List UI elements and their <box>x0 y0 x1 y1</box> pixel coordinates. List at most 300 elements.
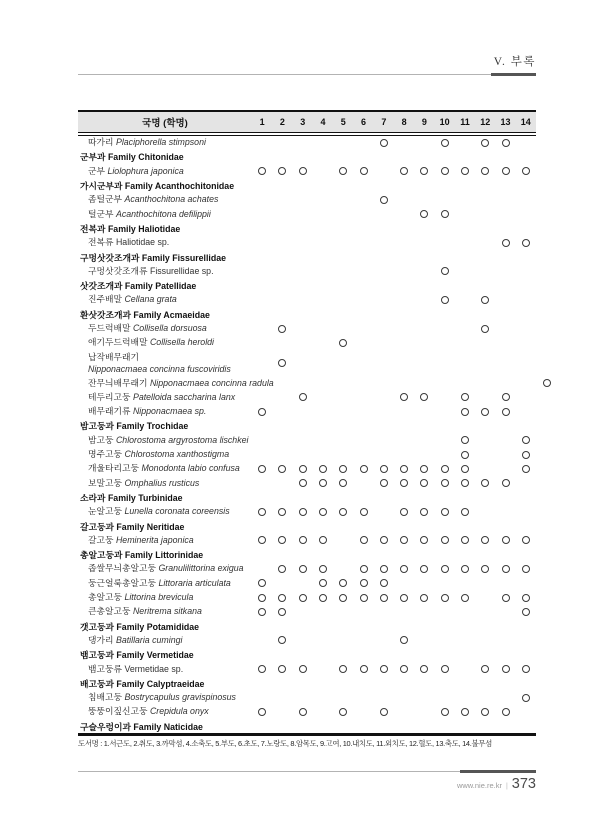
species-row <box>78 447 536 461</box>
presence-cell <box>475 447 495 461</box>
species-row <box>78 193 536 207</box>
presence-cell <box>516 705 536 719</box>
presence-mark <box>461 436 469 444</box>
presence-cell <box>252 405 272 419</box>
presence-cell <box>414 633 434 647</box>
presence-mark <box>400 479 408 487</box>
presence-cell <box>435 390 455 404</box>
presence-mark <box>380 196 388 204</box>
presence-cell <box>272 433 292 447</box>
presence-cell <box>294 376 314 390</box>
presence-cell <box>333 633 353 647</box>
presence-cell <box>455 293 475 307</box>
presence-cell <box>435 264 455 278</box>
presence-cell <box>394 662 414 676</box>
presence-cell <box>475 462 495 476</box>
presence-cell <box>516 662 536 676</box>
presence-mark <box>299 465 307 473</box>
presence-mark <box>420 565 428 573</box>
species-name <box>78 478 252 489</box>
presence-mark <box>258 508 266 516</box>
korean-name: 뱀고둥류 <box>88 663 122 674</box>
presence-mark <box>278 536 286 544</box>
presence-cells <box>252 505 536 519</box>
presence-cell <box>333 236 353 250</box>
presence-cell <box>435 576 455 590</box>
scientific-name: Chlorostoma xanthostigma <box>124 449 230 460</box>
presence-cell <box>475 633 495 647</box>
korean-name: 털군부 <box>88 208 114 219</box>
presence-cell <box>333 476 353 490</box>
presence-mark <box>461 479 469 487</box>
scientific-name: Batillaria cumingi <box>115 634 183 645</box>
presence-cell <box>252 576 272 590</box>
species-name <box>78 351 252 375</box>
presence-cell <box>516 136 536 150</box>
family-row <box>78 419 536 433</box>
species-row <box>78 476 536 490</box>
presence-cell <box>293 321 313 335</box>
presence-cells <box>252 605 536 619</box>
presence-cell <box>435 605 455 619</box>
korean-name: 좀털군부 <box>88 194 122 205</box>
presence-cell <box>313 476 333 490</box>
presence-cells <box>252 705 536 719</box>
presence-cells <box>252 576 536 590</box>
species-name <box>78 237 252 248</box>
presence-cell <box>394 433 414 447</box>
presence-cell <box>394 207 414 221</box>
presence-cell <box>272 447 292 461</box>
presence-cell <box>272 633 292 647</box>
presence-cell <box>252 562 272 576</box>
presence-mark <box>339 479 347 487</box>
presence-cell <box>495 264 515 278</box>
presence-cell <box>252 476 272 490</box>
presence-cell <box>495 433 515 447</box>
presence-cell <box>394 264 414 278</box>
presence-cell <box>516 350 536 376</box>
column-header: 7 <box>381 117 387 127</box>
presence-cell <box>252 390 272 404</box>
presence-mark <box>420 167 428 175</box>
presence-cell <box>353 662 373 676</box>
presence-cell <box>495 690 515 704</box>
presence-cell <box>252 447 272 461</box>
presence-cell <box>272 164 292 178</box>
presence-cell <box>313 562 333 576</box>
presence-cell <box>272 576 292 590</box>
presence-cell <box>495 562 515 576</box>
species-name <box>78 392 252 403</box>
presence-cell <box>436 376 456 390</box>
presence-cells <box>252 433 536 447</box>
presence-cell <box>414 390 434 404</box>
presence-mark <box>522 565 530 573</box>
presence-mark <box>441 536 449 544</box>
presence-cell <box>435 476 455 490</box>
species-row <box>78 207 536 221</box>
presence-mark <box>441 296 449 304</box>
presence-cell <box>435 136 455 150</box>
presence-cell <box>495 590 515 604</box>
presence-mark <box>522 436 530 444</box>
korean-name: 납작배무래기 <box>88 351 139 362</box>
presence-mark <box>522 465 530 473</box>
presence-cell <box>394 390 414 404</box>
presence-mark <box>420 536 428 544</box>
presence-mark <box>339 579 347 587</box>
presence-cell <box>516 164 536 178</box>
presence-mark <box>299 565 307 573</box>
scientific-name: Nipponacmaea concinna radula <box>149 377 274 388</box>
presence-mark <box>441 708 449 716</box>
page-footer <box>457 776 536 792</box>
presence-cell <box>374 662 394 676</box>
presence-mark <box>400 594 408 602</box>
presence-cell <box>394 705 414 719</box>
family-label: 삿갓조개과 Family Patellidae <box>80 281 197 292</box>
presence-mark <box>481 565 489 573</box>
presence-cell <box>333 193 353 207</box>
species-row <box>78 321 536 335</box>
presence-mark <box>481 479 489 487</box>
presence-cell <box>353 705 373 719</box>
presence-cell <box>414 690 434 704</box>
column-header: 13 <box>500 117 511 127</box>
family-row <box>78 719 536 733</box>
presence-cell <box>475 590 495 604</box>
presence-cell <box>435 705 455 719</box>
species-row <box>78 293 536 307</box>
presence-cell <box>435 405 455 419</box>
presence-cell <box>272 390 292 404</box>
presence-mark <box>258 465 266 473</box>
presence-cell <box>394 193 414 207</box>
presence-mark <box>278 636 286 644</box>
presence-cell <box>456 376 476 390</box>
presence-cell <box>252 533 272 547</box>
scientific-name: Patelloida saccharina lanx <box>132 391 236 402</box>
presence-cell <box>394 605 414 619</box>
presence-cell <box>435 690 455 704</box>
presence-cells <box>252 264 536 278</box>
presence-cell <box>455 264 475 278</box>
presence-cell <box>495 576 515 590</box>
presence-mark <box>481 408 489 416</box>
presence-cell <box>252 690 272 704</box>
species-row <box>78 533 536 547</box>
presence-mark <box>441 565 449 573</box>
presence-mark <box>461 408 469 416</box>
presence-mark <box>461 451 469 459</box>
presence-mark <box>522 665 530 673</box>
presence-cell <box>435 662 455 676</box>
presence-cell <box>394 576 414 590</box>
presence-cell <box>293 433 313 447</box>
presence-cell <box>272 264 292 278</box>
presence-mark <box>441 465 449 473</box>
species-row <box>78 633 536 647</box>
species-name <box>78 435 252 446</box>
presence-mark <box>258 536 266 544</box>
presence-mark <box>461 708 469 716</box>
presence-cells <box>274 376 558 390</box>
presence-mark <box>360 508 368 516</box>
presence-cell <box>495 605 515 619</box>
presence-cell <box>516 576 536 590</box>
presence-cells <box>252 690 536 704</box>
presence-cell <box>516 462 536 476</box>
presence-mark <box>319 536 327 544</box>
scientific-name: Vermetidae sp. <box>124 663 184 674</box>
presence-cell <box>435 462 455 476</box>
family-row <box>78 278 536 292</box>
presence-cell <box>414 193 434 207</box>
presence-cells <box>252 447 536 461</box>
presence-cell <box>414 336 434 350</box>
presence-cell <box>374 447 394 461</box>
family-row <box>78 519 536 533</box>
presence-cell <box>475 293 495 307</box>
presence-cell <box>353 462 373 476</box>
presence-cell <box>333 533 353 547</box>
presence-mark <box>278 594 286 602</box>
presence-cell <box>455 136 475 150</box>
presence-cell <box>355 376 375 390</box>
column-header: 3 <box>300 117 306 127</box>
presence-cell <box>272 590 292 604</box>
presence-cell <box>374 405 394 419</box>
presence-cell <box>272 476 292 490</box>
presence-cell <box>414 533 434 547</box>
presence-mark <box>502 708 510 716</box>
presence-cell <box>353 164 373 178</box>
korean-name: 총알고둥 <box>88 592 122 603</box>
species-row <box>78 236 536 250</box>
presence-cell <box>435 193 455 207</box>
species-name <box>78 209 252 220</box>
species-row <box>78 164 536 178</box>
column-header: 8 <box>401 117 407 127</box>
presence-cell <box>293 690 313 704</box>
presence-mark <box>481 325 489 333</box>
presence-cell <box>414 433 434 447</box>
presence-mark <box>400 565 408 573</box>
table-header <box>78 110 536 132</box>
species-row <box>78 605 536 619</box>
presence-cell <box>374 590 394 604</box>
family-row <box>78 307 536 321</box>
species-row <box>78 690 536 704</box>
presence-cell <box>394 136 414 150</box>
species-name <box>78 194 252 205</box>
presence-cell <box>414 405 434 419</box>
scientific-name: Lunella coronata coreensis <box>124 506 230 517</box>
presence-cell <box>313 605 333 619</box>
presence-mark <box>299 479 307 487</box>
presence-mark <box>481 296 489 304</box>
column-header: 12 <box>480 117 491 127</box>
presence-cell <box>516 236 536 250</box>
presence-cell <box>313 164 333 178</box>
presence-cell <box>313 590 333 604</box>
scientific-name: Acanthochitona achates <box>124 194 219 205</box>
presence-mark <box>522 239 530 247</box>
presence-mark <box>299 594 307 602</box>
scientific-name: Omphalius rusticus <box>124 477 200 488</box>
presence-cell <box>353 336 373 350</box>
presence-cell <box>394 590 414 604</box>
presence-mark <box>278 608 286 616</box>
presence-cells <box>252 390 536 404</box>
presence-cell <box>455 562 475 576</box>
species-name <box>78 563 252 574</box>
presence-cell <box>435 447 455 461</box>
species-name <box>78 578 252 589</box>
scientific-name: Haliotidae sp. <box>115 237 170 248</box>
presence-mark <box>522 608 530 616</box>
presence-cell <box>435 505 455 519</box>
presence-cells <box>252 336 536 350</box>
presence-cell <box>475 662 495 676</box>
presence-cell <box>435 350 455 376</box>
presence-mark <box>380 665 388 673</box>
presence-mark <box>278 565 286 573</box>
presence-cell <box>333 562 353 576</box>
family-label: 환삿갓조개과 Family Acmaeidae <box>80 309 210 320</box>
presence-cell <box>475 533 495 547</box>
presence-cell <box>353 605 373 619</box>
presence-cell <box>374 462 394 476</box>
presence-cell <box>394 405 414 419</box>
presence-mark <box>299 167 307 175</box>
presence-cell <box>293 193 313 207</box>
species-row <box>78 576 536 590</box>
presence-cell <box>495 633 515 647</box>
presence-cell <box>314 376 334 390</box>
presence-cell <box>414 350 434 376</box>
korean-name: 둥근얼룩총알고둥 <box>88 577 156 588</box>
presence-mark <box>461 393 469 401</box>
presence-cell <box>394 633 414 647</box>
presence-cell <box>272 662 292 676</box>
presence-cell <box>252 321 272 335</box>
presence-cell <box>374 576 394 590</box>
presence-cell <box>394 476 414 490</box>
presence-cell <box>455 164 475 178</box>
presence-cell <box>435 590 455 604</box>
presence-mark <box>380 708 388 716</box>
presence-cell <box>394 350 414 376</box>
presence-cell <box>516 321 536 335</box>
presence-mark <box>360 465 368 473</box>
presence-cell <box>293 350 313 376</box>
presence-mark <box>522 451 530 459</box>
presence-cell <box>475 336 495 350</box>
presence-cell <box>375 376 395 390</box>
presence-cell <box>516 690 536 704</box>
presence-cell <box>274 376 294 390</box>
presence-cell <box>495 236 515 250</box>
presence-mark <box>299 508 307 516</box>
presence-cell <box>313 390 333 404</box>
presence-cell <box>293 207 313 221</box>
presence-mark <box>339 508 347 516</box>
presence-cell <box>293 136 313 150</box>
family-row <box>78 178 536 192</box>
presence-cell <box>495 207 515 221</box>
scientific-name: Placiphorella stimpsoni <box>115 137 206 148</box>
family-label: 군부과 Family Chitonidae <box>80 152 184 163</box>
presence-cells <box>252 533 536 547</box>
presence-cell <box>272 462 292 476</box>
presence-cell <box>495 336 515 350</box>
presence-cells <box>252 590 536 604</box>
presence-cell <box>252 505 272 519</box>
presence-cell <box>475 562 495 576</box>
presence-cell <box>374 193 394 207</box>
presence-cell <box>333 390 353 404</box>
presence-cell <box>293 264 313 278</box>
presence-cell <box>516 605 536 619</box>
species-row <box>78 662 536 676</box>
presence-cell <box>293 633 313 647</box>
species-row <box>78 433 536 447</box>
presence-cell <box>313 136 333 150</box>
presence-mark <box>441 139 449 147</box>
presence-mark <box>420 479 428 487</box>
presence-mark <box>299 536 307 544</box>
presence-cell <box>293 505 313 519</box>
presence-cell <box>516 390 536 404</box>
presence-cells <box>252 193 536 207</box>
scientific-name: Cellana grata <box>124 294 177 305</box>
presence-cell <box>293 405 313 419</box>
presence-mark <box>522 536 530 544</box>
presence-cell <box>414 321 434 335</box>
korean-name: 구멍삿갓조개류 <box>88 265 148 276</box>
korean-name: 따가리 <box>88 137 114 148</box>
presence-cell <box>495 476 515 490</box>
presence-cell <box>374 690 394 704</box>
presence-cell <box>313 633 333 647</box>
presence-cell <box>313 505 333 519</box>
presence-cell <box>495 350 515 376</box>
presence-cell <box>495 505 515 519</box>
presence-cell <box>333 505 353 519</box>
presence-cell <box>333 207 353 221</box>
presence-cell <box>455 462 475 476</box>
species-name <box>78 664 252 675</box>
family-row <box>78 490 536 504</box>
species-name <box>78 692 252 703</box>
species-name <box>78 606 252 617</box>
presence-cell <box>313 576 333 590</box>
presence-cell <box>455 236 475 250</box>
presence-cell <box>333 321 353 335</box>
column-header: 5 <box>340 117 346 127</box>
presence-cell <box>495 164 515 178</box>
scientific-name: Littoraria articulata <box>158 577 231 588</box>
presence-mark <box>461 508 469 516</box>
presence-mark <box>522 167 530 175</box>
species-row <box>78 336 536 350</box>
presence-mark <box>481 139 489 147</box>
column-header: 1 <box>259 117 265 127</box>
presence-cell <box>455 590 475 604</box>
presence-mark <box>319 479 327 487</box>
